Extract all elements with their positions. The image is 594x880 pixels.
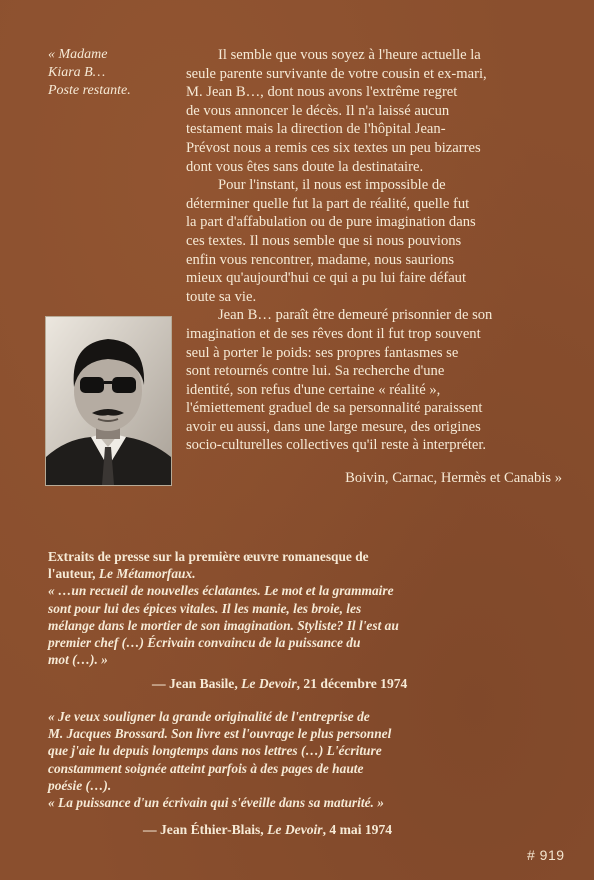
quote-line: constamment soignée atteint parfois à des pages de haute xyxy=(48,760,364,776)
quote-line: premier chef (…) Écrivain convaincu de la puissance du xyxy=(48,635,361,651)
press-heading-line: Extraits de presse sur la première œuvre romanesque de xyxy=(48,549,369,564)
citation-author: — Jean Éthier-Blais, xyxy=(143,822,268,837)
address-line: « Madame xyxy=(48,47,108,62)
text-line: identité, son refus d'une certaine « réalité », xyxy=(186,381,441,398)
letter-signature: Boivin, Carnac, Hermès et Canabis » xyxy=(345,470,562,486)
citation-source: Le Devoir xyxy=(241,676,297,691)
text-line: M. Jean B…, dont nous avons l'extrême regret xyxy=(186,84,458,101)
text-line: avoir eu aussi, dans une large mesure, des origines xyxy=(186,418,481,435)
quote-line: poésie (…). xyxy=(48,777,112,793)
text-line: Il semble que vous soyez à l'heure actuelle la xyxy=(218,47,481,63)
address-line: Poste restante. xyxy=(48,83,131,98)
author-photo xyxy=(45,316,172,486)
text-line: ces textes. Il nous semble que si nous pouvions xyxy=(186,232,462,249)
text-line: dont vous êtes sans doute la destinataire. xyxy=(186,158,424,175)
catalog-number: # 919 xyxy=(527,847,565,863)
text-line: testament mais la direction de l'hôpital Jean- xyxy=(186,121,446,138)
quote-line: mot (…). » xyxy=(48,652,108,668)
quote-line: « Je veux souligner la grande originalité de l'entreprise de xyxy=(48,709,370,724)
text-line: Prévost nous a remis ces six textes un peu bizarres xyxy=(186,139,481,156)
citation-date: , 21 décembre 1974 xyxy=(296,676,408,691)
press-citation-2 xyxy=(143,822,392,838)
letter-paragraph-2 xyxy=(186,176,566,306)
text-line: Pour l'instant, il nous est impossible de xyxy=(218,177,446,194)
text-line: seul à porter le poids: ses propres fantasmes se xyxy=(186,344,459,361)
text-line: Jean B… paraît être demeuré prisonnier de son xyxy=(218,307,493,324)
citation-date: , 4 mai 1974 xyxy=(322,822,393,837)
letter-paragraph-3 xyxy=(186,306,566,455)
letter-address xyxy=(48,46,168,100)
text-line: mieux qu'aujourd'hui ce qui a pu lui faire défaut xyxy=(186,270,467,287)
text-line: enfin vous rencontrer, madame, nous saurions xyxy=(186,251,455,268)
quote-line: que j'aie lu depuis longtemps dans nos lettres (…) L'écriture xyxy=(48,743,382,759)
text-line: sont retournés contre lui. Sa recherche d'une xyxy=(186,363,445,380)
quote-line: « La puissance d'un écrivain qui s'éveille dans sa maturité. » xyxy=(48,795,384,811)
text-line: déterminer quelle fut la part de réalité, quelle fut xyxy=(186,195,470,212)
press-heading-text: l'auteur, xyxy=(48,566,99,582)
letter-body xyxy=(186,46,566,455)
press-excerpts xyxy=(48,548,518,668)
text-line: seule parente survivante de votre cousin et ex-mari, xyxy=(186,65,487,82)
letter-paragraph-1 xyxy=(186,46,566,176)
press-heading-line xyxy=(48,565,518,582)
text-line: imagination et de ses rêves dont il fut trop souvent xyxy=(186,325,481,342)
citation-author: — Jean Basile, xyxy=(152,676,242,691)
book-title: Le Métamorfaux. xyxy=(98,566,196,582)
text-line: socio-culturelles collectives qu'il reste à interpréter. xyxy=(186,437,487,454)
quote-line: M. Jacques Brossard. Son livre est l'ouvrage le plus personnel xyxy=(48,726,392,742)
press-citation-1 xyxy=(152,676,407,692)
quote-line: mélange dans le mortier de son imagination. Styliste? Il l'est au xyxy=(48,617,399,633)
text-line: de vous annoncer le décès. Il n'a laissé aucun xyxy=(186,102,450,119)
author-portrait xyxy=(46,317,171,485)
text-line: toute sa vie. xyxy=(186,288,257,305)
text-line: la part d'affabulation ou de pure imagination dans xyxy=(186,214,476,231)
text-line: l'émiettement graduel de sa personnalité paraissent xyxy=(186,400,483,417)
quote-line: « …un recueil de nouvelles éclatantes. Le mot et la grammaire xyxy=(48,583,394,599)
press-quote-2 xyxy=(48,708,518,811)
address-line: Kiara B… xyxy=(48,65,106,80)
quote-line: sont pour lui des épices vitales. Il les manie, les broie, les xyxy=(48,600,362,616)
citation-source: Le Devoir xyxy=(267,822,323,837)
